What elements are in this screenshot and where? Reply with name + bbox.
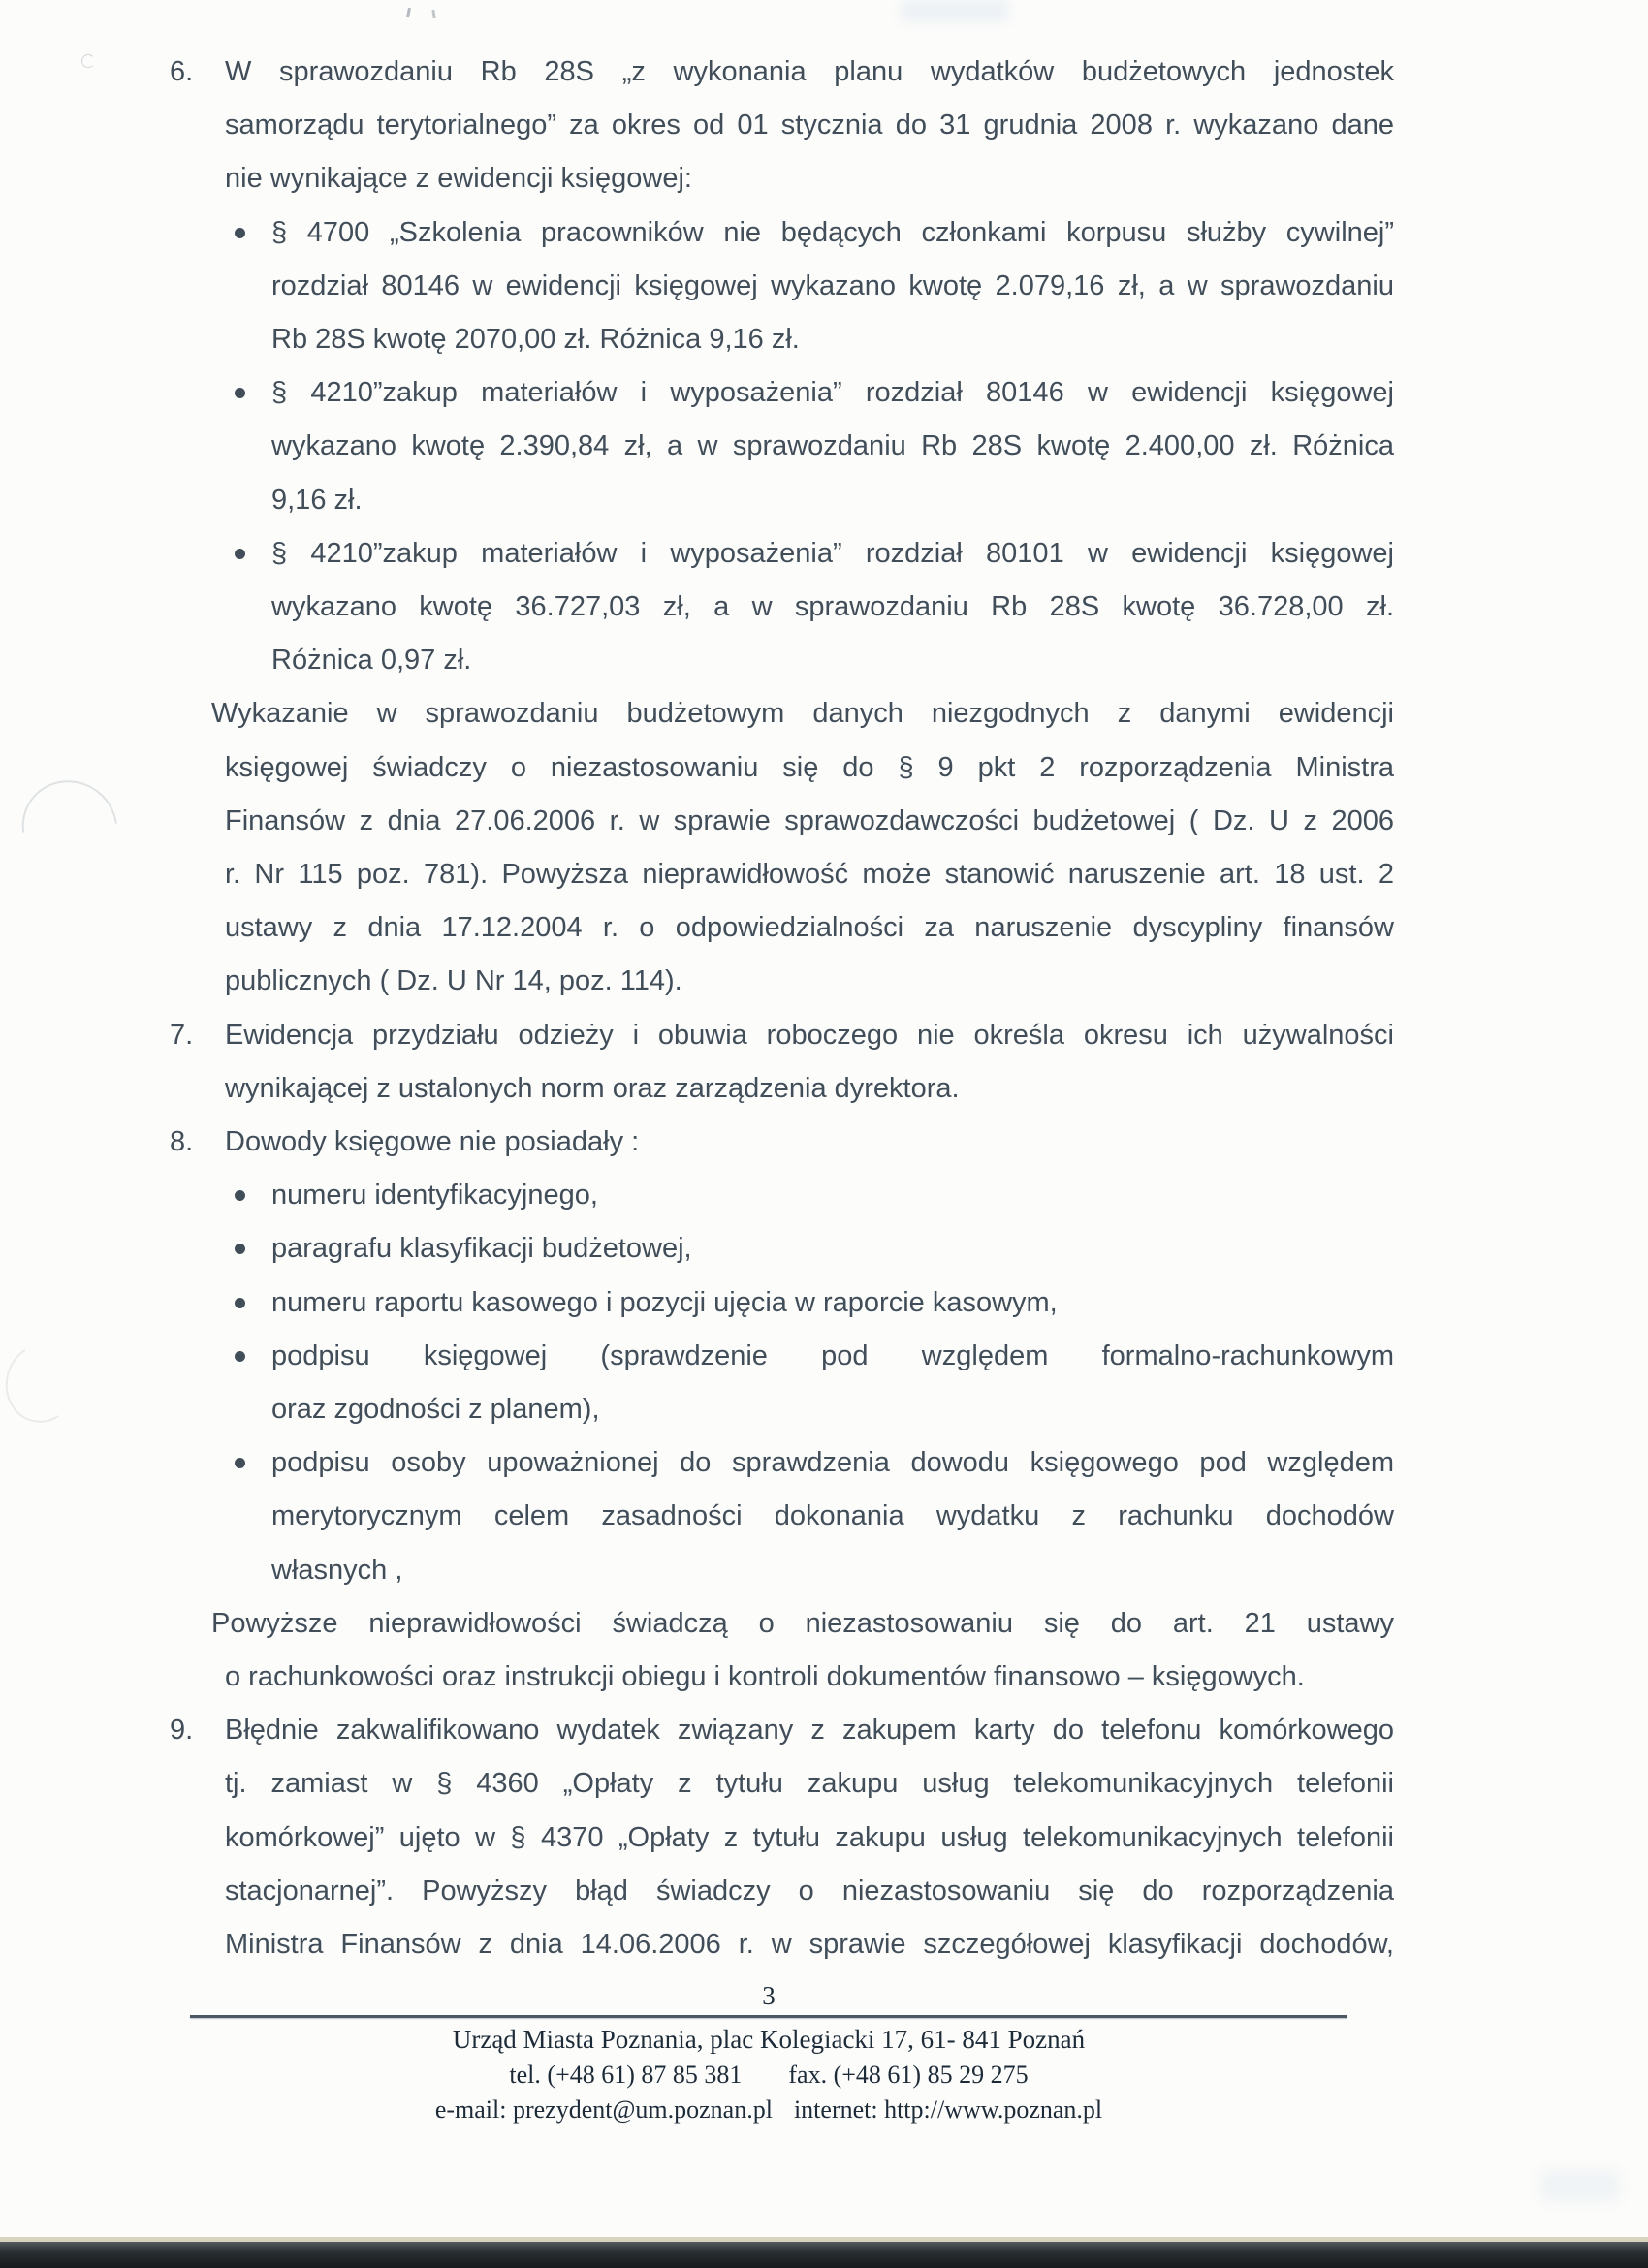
text-line: merytorycznym celem zasadności dokonania wydatku z rachunku dochodów [271,1500,1394,1532]
text-line: Wykazanie w sprawozdaniu budżetowym danych niezgodnych z danymi ewidencji [211,698,1394,730]
text-line: Różnica 0,97 zł. [271,645,472,677]
text-line: księgowej świadczy o niezastosowaniu się do § 9 pkt 2 rozporządzenia Ministra [225,751,1394,783]
text-line: ustawy z dnia 17.12.2004 r. o odpowiedzialności za naruszenie dyscypliny finansów [225,912,1394,944]
text-line: wykazano kwotę 36.727,03 zł, a w sprawozdaniu Rb 28S kwotę 36.728,00 zł. [271,591,1394,622]
text-line: Finansów z dnia 27.06.2006 r. w sprawie sprawozdawczości budżetowej ( Dz. U z 2006 [225,804,1394,836]
text-line: podpisu księgowej (sprawdzenie pod względem formalno-rachunkowym [271,1339,1394,1377]
text-line: § 4210”zakup materiałów i wyposażenia” rozdział 80146 w ewidencji księgowej [271,375,1394,414]
text-line: paragrafu klasyfikacji budżetowej, [271,1231,1394,1270]
text-line: nie wynikające z ewidencji księgowej: [225,163,692,195]
bullet-icon [235,549,245,559]
text-line: o rachunkowości oraz instrukcji obiegu i kontroli dokumentów finansowo – księgowych. [225,1661,1305,1692]
bullet-icon [235,1458,245,1468]
footer-rule [190,2015,1347,2018]
footer-fax: fax. (+48 61) 85 29 275 [788,2061,1029,2089]
bullet-icon [235,1298,245,1308]
text-line: numeru identyfikacyjnego, [271,1178,1394,1216]
text-line: oraz zgodności z planem), [271,1394,600,1425]
bullet-icon [235,1190,245,1201]
text-line: r. Nr 115 poz. 781). Powyższa nieprawidłowość może stanowić naruszenie art. 18 ust. 2 [225,859,1394,890]
bullet-icon [235,388,245,398]
text-line: Rb 28S kwotę 2070,00 zł. Różnica 9,16 zł. [271,324,800,355]
text-line: rozdział 80146 w ewidencji księgowej wykazano kwotę 2.079,16 zł, a w sprawozdaniu [271,269,1394,301]
text-line: 7. Ewidencja przydziału odzieży i obuwia roboczego nie określa okresu ich używalności [170,1019,1394,1051]
text-line: 9. Błędnie zakwalifikowano wydatek związany z zakupem karty do telefonu komórkowego [170,1715,1394,1747]
text-line: podpisu osoby upoważnionej do sprawdzenia dowodu księgowego pod względem [271,1445,1394,1484]
text-line: § 4700 „Szkolenia pracowników nie będących członkami korpusu służby cywilnej” [271,215,1394,254]
bullet-icon [235,228,245,238]
text-line: komórkowej” ujęto w § 4370 „Opłaty z tytułu zakupu usług telekomunikacyjnych telefonii [225,1821,1394,1853]
text-line: wynikającej z ustalonych norm oraz zarządzenia dyrektora. [225,1072,960,1104]
text-line: stacjonarnej”. Powyższy błąd świadczy o niezastosowaniu się do rozporządzenia [225,1874,1394,1906]
text-line: Powyższe nieprawidłowości świadczą o niezastosowaniu się do art. 21 ustawy [211,1607,1394,1639]
text-line: publicznych ( Dz. U Nr 14, poz. 114). [225,965,682,997]
text-line: 9,16 zł. [271,484,363,516]
text-line: własnych , [271,1554,403,1586]
bullet-icon [235,1244,245,1254]
bottom-scan-bar-dark [0,2242,1648,2268]
list-number: 8. [170,1126,194,1157]
list-number: 9. [170,1715,194,1747]
footer-address: Urząd Miasta Poznania, plac Kolegiacki 17, 61- 841 Poznań [452,2025,1086,2054]
page-footer [190,1979,1347,2125]
text-line: tj. zamiast w § 4360 „Opłaty z tytułu zakupu usług telekomunikacyjnych telefonii [225,1768,1394,1800]
bullet-icon [235,1351,245,1362]
page-number: 3 [762,1981,776,2010]
text-line: 6. W sprawozdaniu Rb 28S „z wykonania planu wydatków budżetowych jednostek [170,56,1394,87]
bottom-scan-bar [0,2237,1648,2268]
list-number: 6. [170,56,194,87]
footer-phone-fax [190,2061,1347,2090]
text-line: § 4210”zakup materiałów i wyposażenia” rozdział 80101 w ewidencji księgowej [271,536,1394,575]
text-line: 8. Dowody księgowe nie posiadały : [170,1126,640,1157]
footer-internet: internet: http://www.poznan.pl [793,2095,1103,2124]
footer-email-internet [190,2095,1347,2125]
text-line: numeru raportu kasowego i pozycji ujęcia w raporcie kasowym, [271,1285,1394,1324]
footer-email: e-mail: prezydent@um.poznan.pl [434,2095,773,2124]
text-line: samorządu terytorialnego” za okres od 01 stycznia do 31 grudnia 2008 r. wykazano dane [225,110,1394,142]
footer-tel: tel. (+48 61) 87 85 381 [509,2061,743,2089]
list-number: 7. [170,1019,194,1051]
text-line: Ministra Finansów z dnia 14.06.2006 r. w sprawie szczegółowej klasyfikacji dochodów, [225,1929,1394,1960]
text-line: wykazano kwotę 2.390,84 zł, a w sprawozdaniu Rb 28S kwotę 2.400,00 zł. Różnica [271,430,1394,462]
